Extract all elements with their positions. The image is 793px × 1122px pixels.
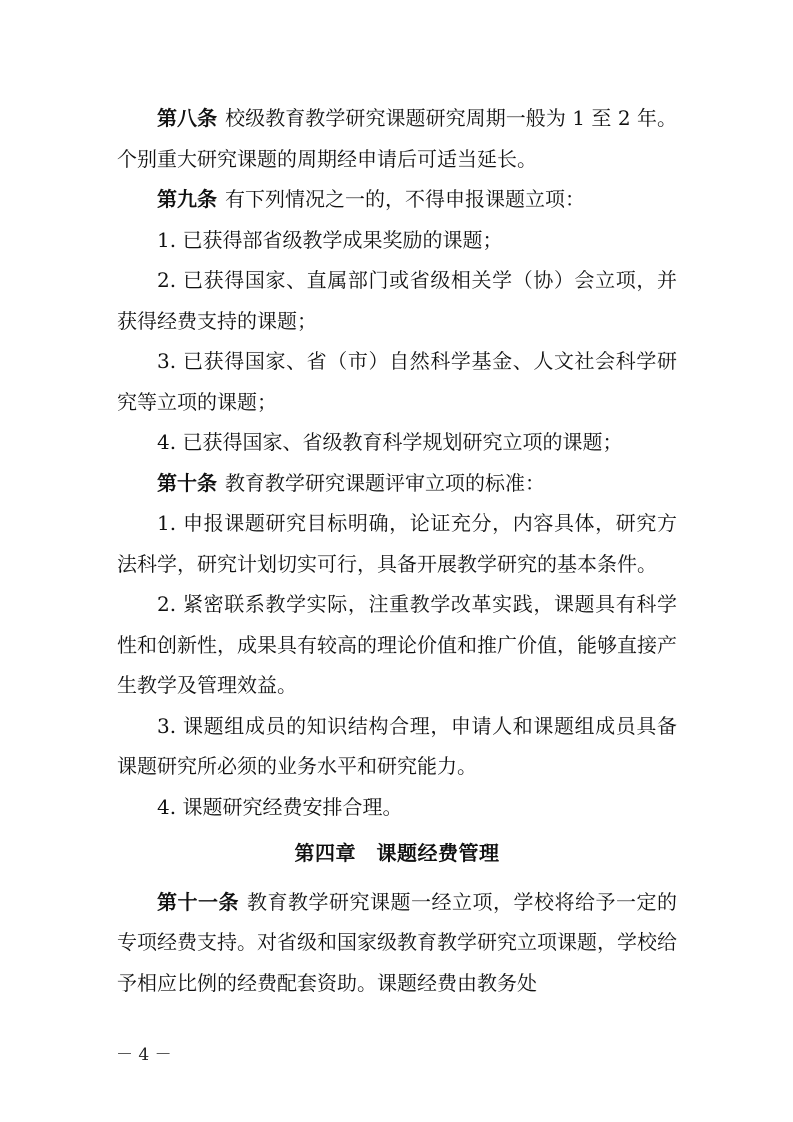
article-10-heading: 第十条 bbox=[157, 470, 217, 495]
article-11-paragraph bbox=[117, 882, 677, 1004]
article-10-paragraph bbox=[117, 463, 677, 504]
list-item-text: 3. 课题组成员的知识结构合理，申请人和课题组成员具备课题研究所必须的业务水平和研究能力。 bbox=[117, 713, 677, 778]
article-11-text: 教育教学研究课题一经立项，学校将给予一定的专项经费支持。对省级和国家级教育教学研究立项课题，学校给予相应比例的经费配套资助。课题经费由教务处 bbox=[117, 889, 677, 995]
document-body bbox=[117, 98, 677, 1003]
list-item-text: 4. 课题研究经费安排合理。 bbox=[157, 794, 403, 819]
list-item-text: 1. 申报课题研究目标明确，论证充分，内容具体，研究方法科学，研究计划切实可行，具备开展教学研究的基本条件。 bbox=[117, 511, 677, 576]
article-9-item-1 bbox=[117, 220, 677, 261]
list-item-text: 1. 已获得部省级教学成果奖励的课题； bbox=[157, 227, 503, 252]
chapter-heading: 第四章 课题经费管理 bbox=[294, 841, 500, 865]
article-10-item-3 bbox=[117, 706, 677, 787]
article-9-item-3 bbox=[117, 341, 677, 422]
list-item-text: 3. 已获得国家、省（市）自然科学基金、人文社会科学研究等立项的课题； bbox=[117, 349, 677, 414]
article-8-text: 校级教育教学研究课题研究周期一般为 1 至 2 年。个别重大研究课题的周期经申请后可适当延长。 bbox=[117, 106, 678, 171]
article-9-text: 有下列情况之一的，不得申报课题立项： bbox=[225, 187, 585, 211]
list-item-text: 4. 已获得国家、省级教育科学规划研究立项的课题； bbox=[157, 430, 623, 454]
article-10-text: 教育教学研究课题评审立项的标准： bbox=[225, 470, 545, 495]
article-8-heading: 第八条 bbox=[157, 106, 218, 130]
article-10-item-2 bbox=[117, 584, 677, 706]
article-9-item-4 bbox=[117, 422, 677, 463]
article-9-paragraph bbox=[117, 179, 677, 220]
article-9-item-2 bbox=[117, 260, 677, 341]
list-item-text: 2. 已获得国家、直属部门或省级相关学（协）会立项，并获得经费支持的课题； bbox=[117, 268, 677, 333]
article-11-heading: 第十一条 bbox=[157, 889, 239, 914]
page-number: － 4 － bbox=[116, 1045, 172, 1065]
article-9-heading: 第九条 bbox=[157, 187, 217, 211]
article-10-item-1 bbox=[117, 503, 677, 584]
article-8-paragraph bbox=[117, 98, 677, 179]
list-item-text: 2. 紧密联系教学实际，注重教学改革实践，课题具有科学性和创新性，成果具有较高的理论价值和推广价值，能够直接产生教学及管理效益。 bbox=[117, 592, 677, 697]
article-10-item-4 bbox=[117, 787, 677, 828]
